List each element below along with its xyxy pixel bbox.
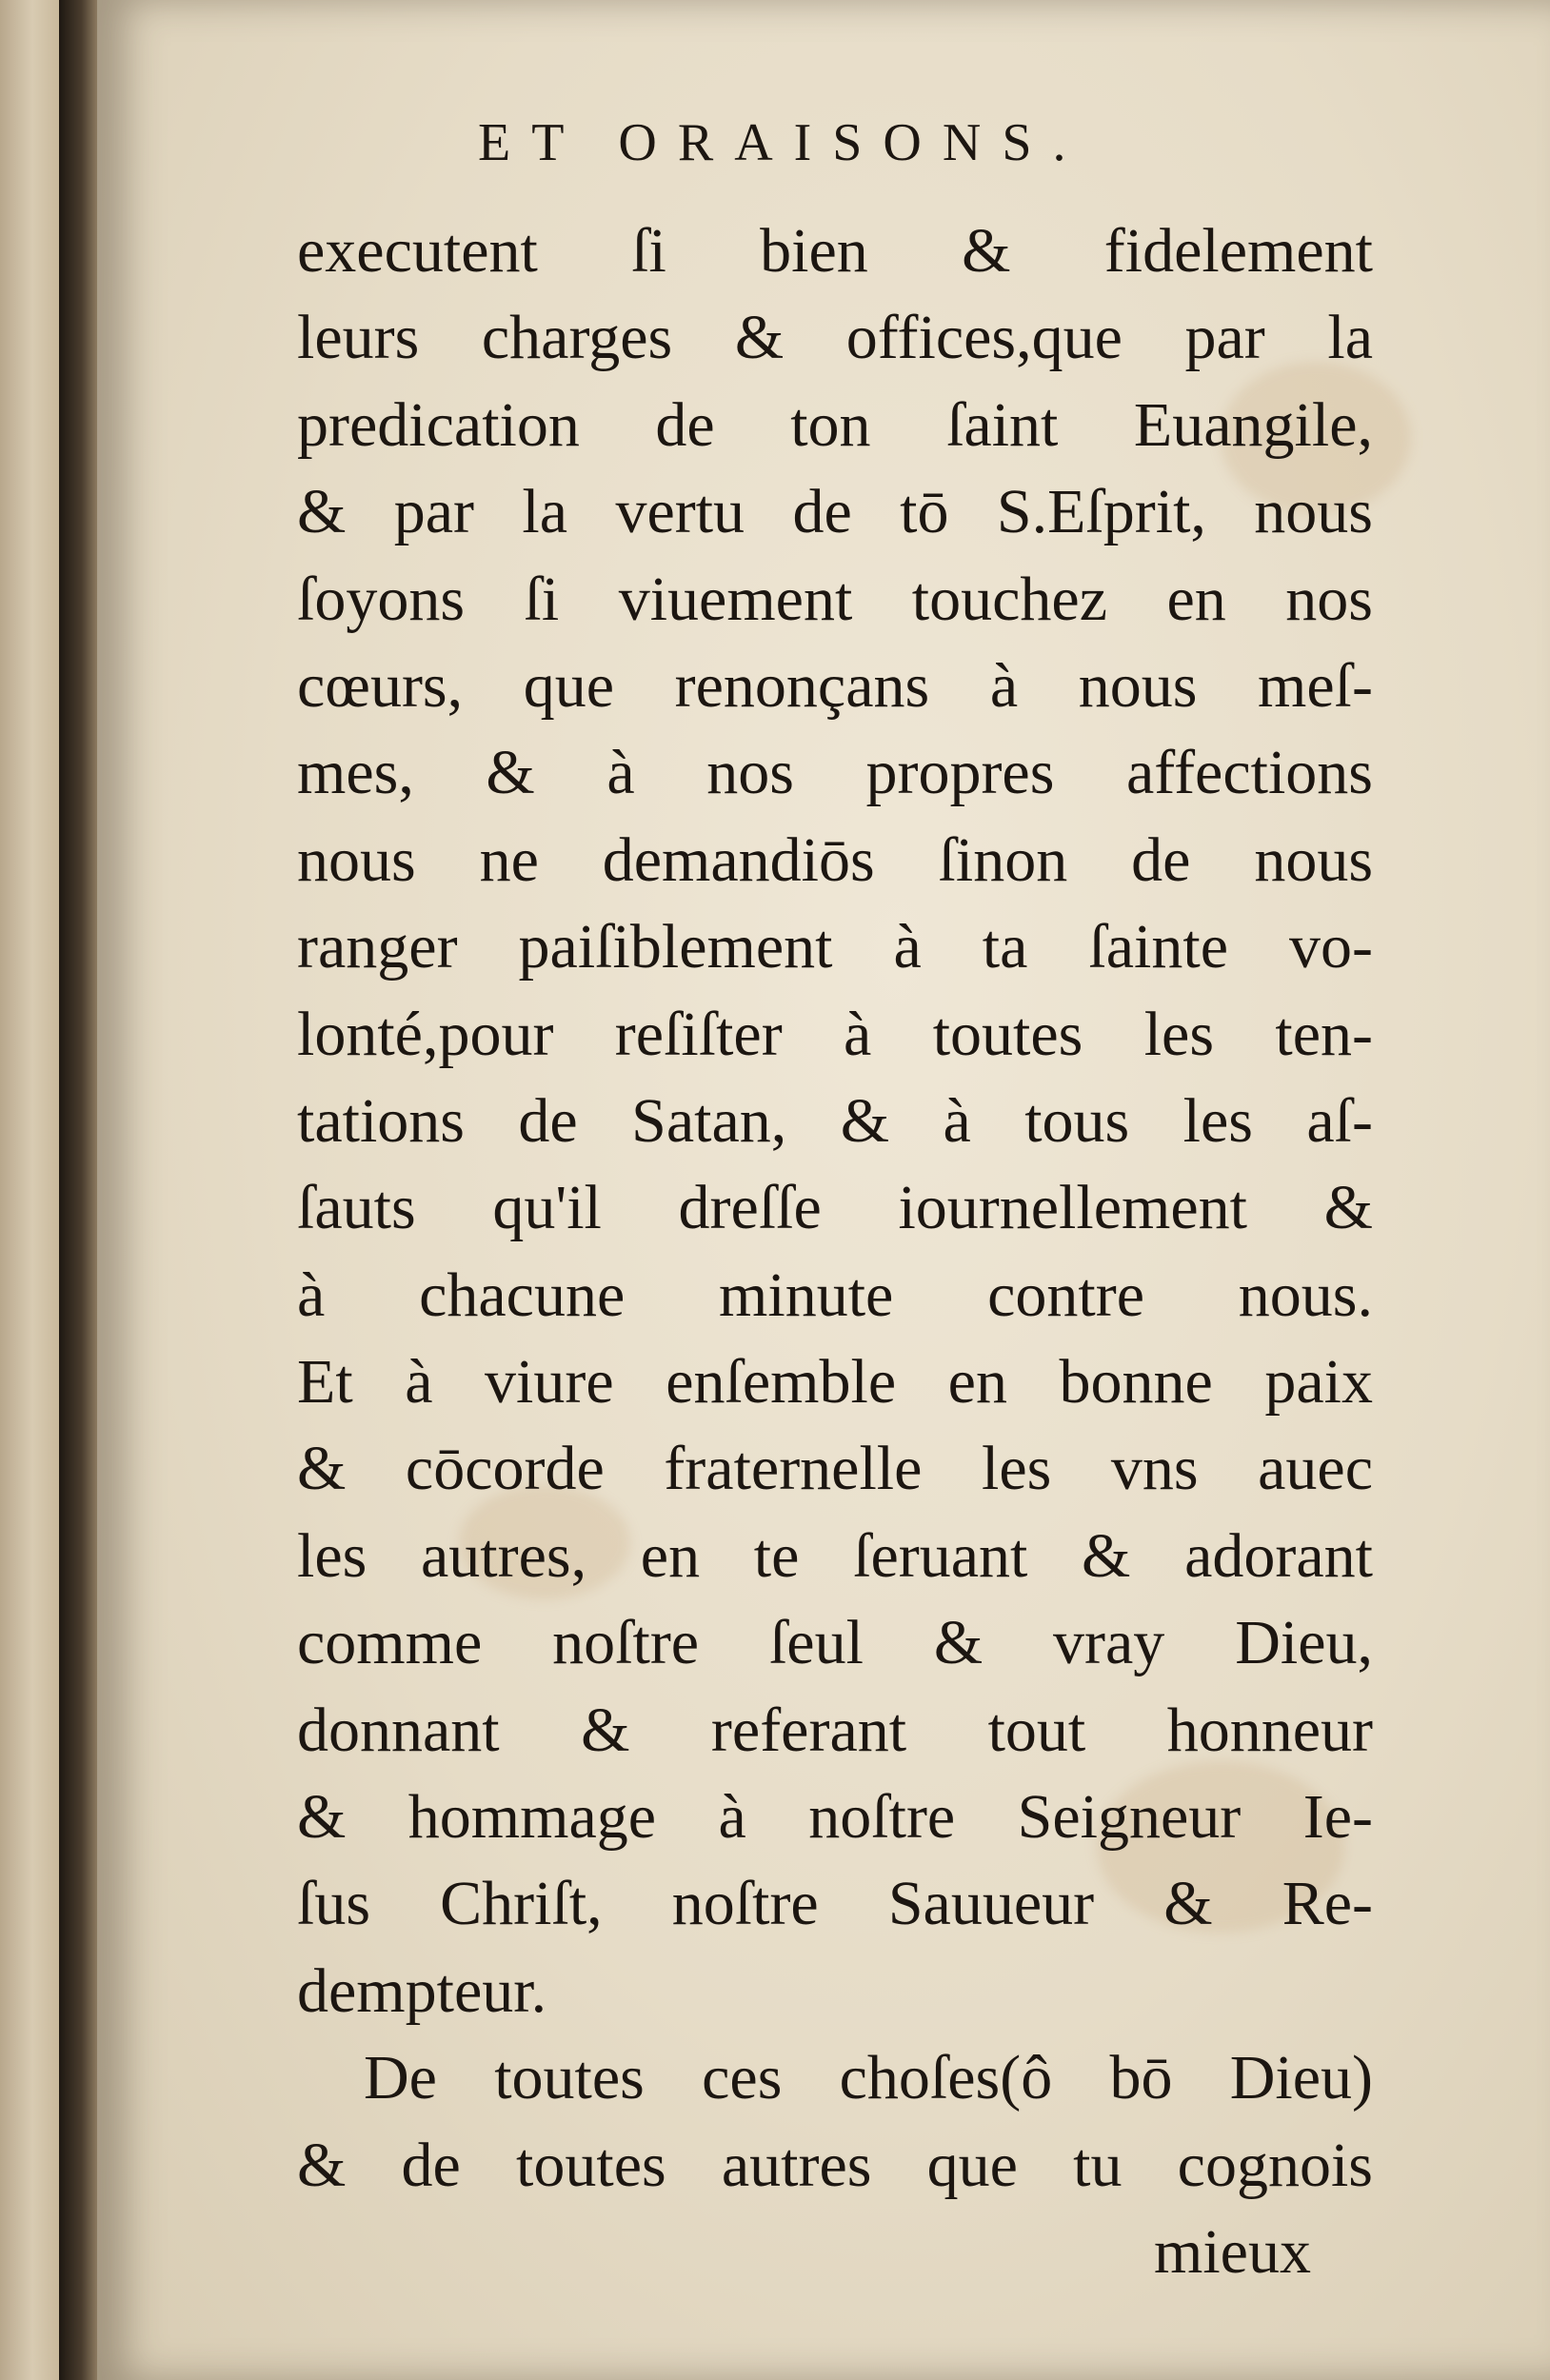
text-line: & hommage à noſtre Seigneur Ie- [297, 1782, 1373, 1853]
text-line: ranger paiſiblement à ta ſainte vo- [297, 912, 1373, 982]
text-line: lonté,pour reſiſter à toutes les ten- [297, 999, 1373, 1069]
text-line: ſus Chriſt, noſtre Sauueur & Re- [297, 1869, 1373, 1939]
text-line: tations de Satan, & à tous les aſ- [297, 1085, 1373, 1156]
text-line: à chacune minute contre nous. [297, 1259, 1373, 1330]
running-title: ET ORAISONS. [478, 113, 1087, 172]
text-line: & cōcorde fraternelle les vns auec [297, 1434, 1373, 1504]
text-line: dempteur. [297, 1955, 547, 2026]
body-text [297, 208, 1373, 2209]
text-line: les autres, en te ſeruant & adorant [297, 1520, 1373, 1591]
text-line: predication de ton ſaint Euangile, [297, 389, 1373, 460]
text-line: mes, & à nos propres affections [297, 738, 1373, 808]
text-line: ſoyons ſi viuement touchez en nos [297, 564, 1373, 634]
book-gutter [59, 0, 97, 2380]
text-line: donnant & referant tout honneur [297, 1695, 1373, 1765]
text-line: ſauts qu'il dreſſe iournellement & [297, 1173, 1373, 1243]
text-line: nous ne demandiōs ſinon de nous [297, 824, 1373, 895]
catchword: mieux [1154, 2217, 1311, 2287]
book-page [97, 0, 1550, 2380]
text-line: De toutes ces choſes(ô bō Dieu) [364, 2043, 1373, 2113]
text-line: & par la vertu de tō S.Eſprit, nous [297, 477, 1373, 547]
text-line: & de toutes autres que tu cognois [297, 2130, 1373, 2200]
text-line: cœurs, que renonçans à nous meſ- [297, 650, 1373, 721]
text-line: executent ſi bien & fidelement [297, 216, 1373, 286]
previous-page-edge [0, 0, 62, 2380]
text-line: Et à viure enſemble en bonne paix [297, 1347, 1373, 1418]
text-line: comme noſtre ſeul & vray Dieu, [297, 1608, 1373, 1678]
text-line: leurs charges & offices,que par la [297, 303, 1373, 373]
